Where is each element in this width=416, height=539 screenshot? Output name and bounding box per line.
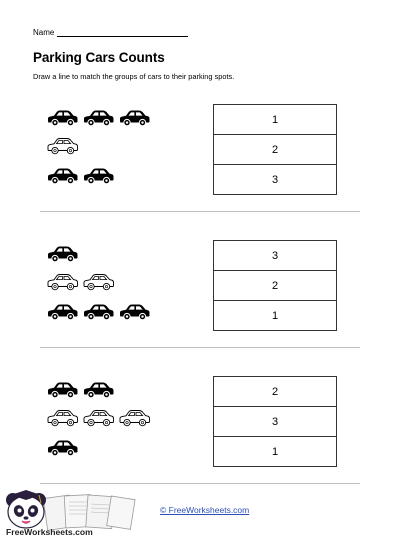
parking-spots [213,104,337,195]
car-outline-icon [46,273,79,291]
section-divider [40,211,360,212]
name-label: Name [33,28,55,37]
car-filled-icon [82,303,115,321]
section-divider [40,483,360,484]
car-filled-icon [46,381,79,399]
name-row [33,28,188,37]
car-row-1 [46,243,79,265]
car-row-3 [46,437,79,459]
car-outline-icon [118,409,151,427]
car-filled-icon [82,109,115,127]
footer-copyright-link[interactable]: © FreeWorksheets.com [160,505,250,515]
logo-text: FreeWorksheets.com [6,527,93,537]
car-outline-icon [82,409,115,427]
parking-spot[interactable]: 1 [214,300,336,330]
parking-spot[interactable]: 2 [214,270,336,300]
name-line[interactable] [57,28,188,37]
car-row-1 [46,379,115,401]
car-row-3 [46,301,151,323]
car-filled-icon [46,439,79,457]
parking-spot[interactable]: 3 [271,249,279,262]
section-divider [40,347,360,348]
parking-spot[interactable]: 1 [214,436,336,466]
car-outline-icon [46,409,79,427]
car-filled-icon [46,167,79,185]
car-row-2 [46,407,151,429]
car-filled-icon [118,303,151,321]
car-filled-icon [82,381,115,399]
parking-spot[interactable]: 3 [214,164,336,194]
car-outline-icon [82,273,115,291]
car-filled-icon [118,109,151,127]
parking-spot[interactable]: 2 [214,134,336,164]
instructions: Draw a line to match the groups of cars to their parking spots. [33,72,235,81]
parking-spot[interactable]: 3 [214,406,336,436]
car-filled-icon [46,245,79,263]
car-row-1 [46,107,151,129]
parking-spots [213,240,337,331]
car-row-2 [46,135,79,157]
car-filled-icon [46,303,79,321]
page-title: Parking Cars Counts [33,50,165,65]
car-filled-icon [82,167,115,185]
parking-spot[interactable]: 2 [271,385,279,398]
parking-spots [213,376,337,467]
car-filled-icon [46,109,79,127]
car-row-3 [46,165,115,187]
car-row-2 [46,271,115,293]
car-outline-icon [46,137,79,155]
parking-spot[interactable]: 1 [271,113,279,126]
